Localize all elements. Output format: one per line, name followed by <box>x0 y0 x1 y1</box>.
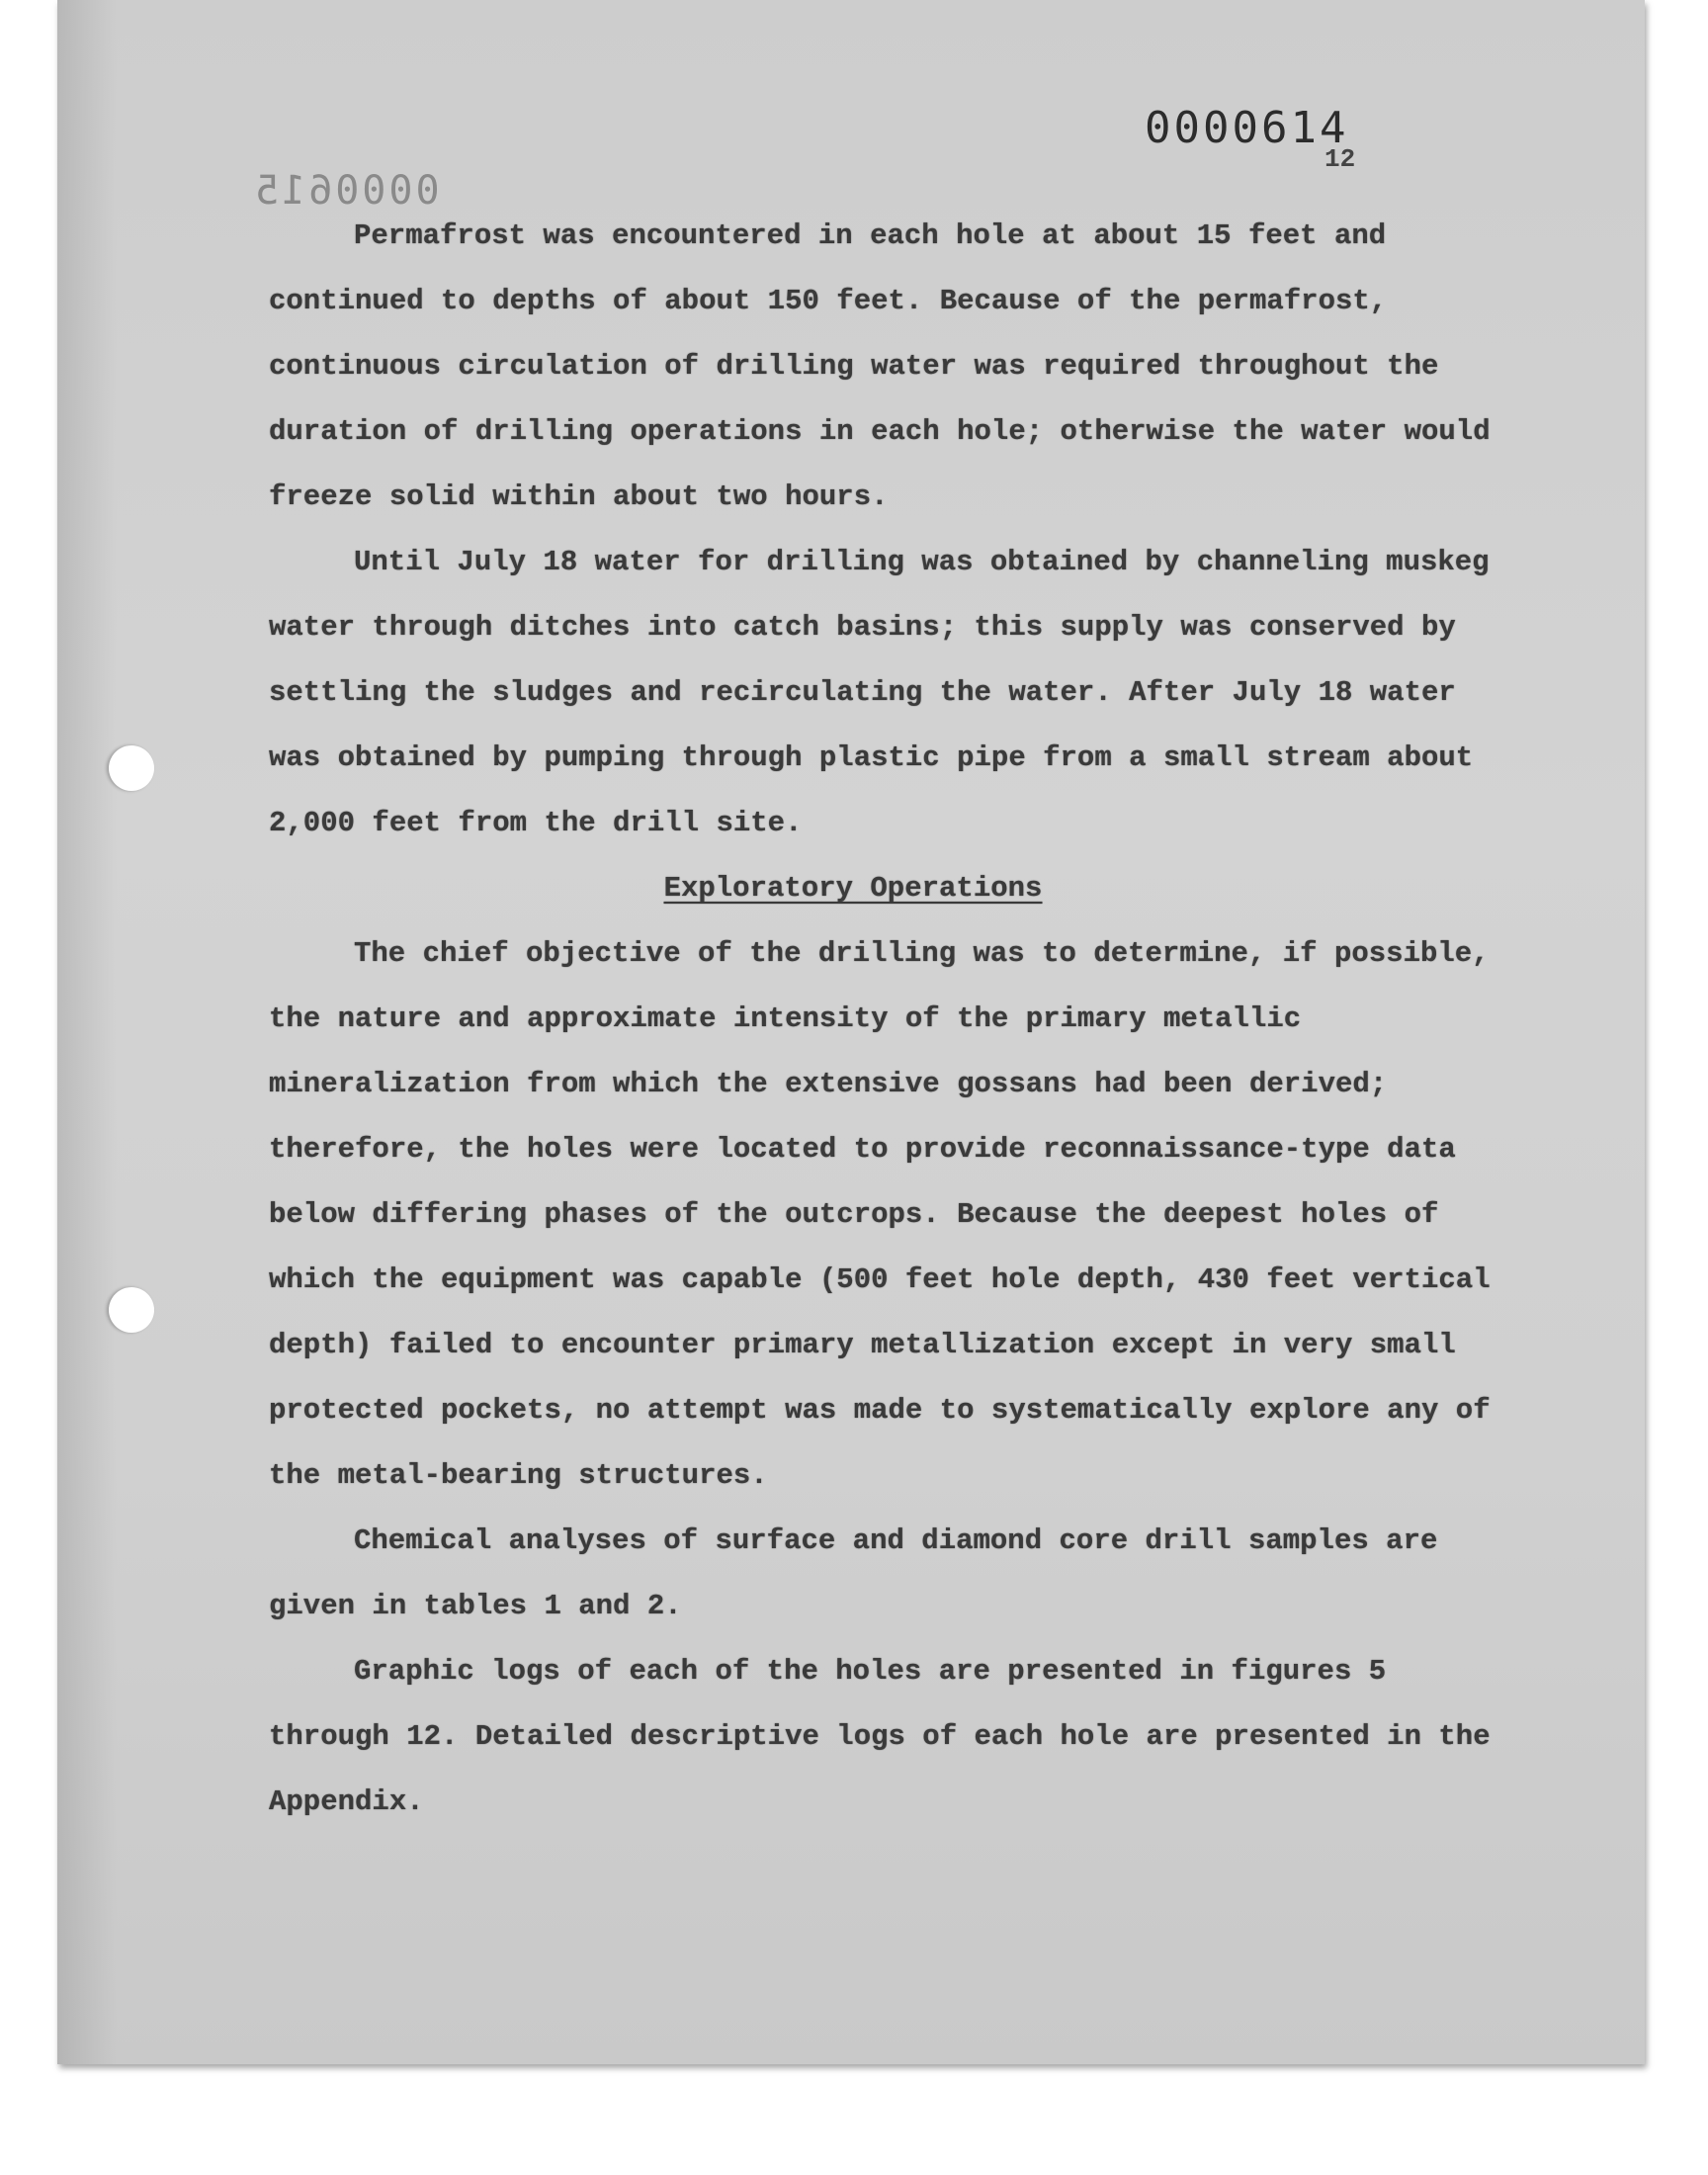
paragraph-graphic-logs: Graphic logs of each of the holes are presented in figures 5 through 12. Detailed descriptive logs of each hole are presented in the Appendix. <box>269 1655 1491 1818</box>
section-heading: Exploratory Operations <box>663 872 1043 905</box>
document-number-stamp: 0000614 <box>1145 103 1349 153</box>
paragraph-permafrost: Permafrost was encountered in each hole at about 15 feet and continued to depths of about 150 feet. Because of the permafrost, continuous circulation of drilling water was required throughout the duration of drilling operations in each hole; otherwise the water would freeze solid within about two hours. <box>269 219 1491 513</box>
paragraph-objective: The chief objective of the drilling was to determine, if possible, the nature and approximate intensity of the primary metallic mineralization from which the extensive gossans had been derived; therefore, the holes were located to provide reconnaissance-type data below differing phases of the outcrops. Because the deepest holes of which the equipment was capable (500 feet hole depth, 430 feet vertical depth) failed to encounter primary metallization except in very small protected pockets, no attempt was made to systematically explore any of the metal-bearing structures. <box>269 937 1491 1492</box>
page-number: 12 <box>1324 144 1356 174</box>
document-body <box>269 204 1516 1835</box>
paragraph-analyses: Chemical analyses of surface and diamond core drill samples are given in tables 1 and 2. <box>269 1524 1438 1622</box>
punch-hole-upper <box>109 745 154 791</box>
bleed-through-stamp: 0000615 <box>252 168 440 214</box>
punch-hole-lower <box>109 1287 154 1333</box>
paragraph-water-supply: Until July 18 water for drilling was obtained by channeling muskeg water through ditches into catch basins; this supply was conserved by settling the sludges and recirculating the water. After July 18 water was obtained by pumping through plastic pipe from a small stream about 2,000 feet from the drill site. <box>269 546 1490 839</box>
